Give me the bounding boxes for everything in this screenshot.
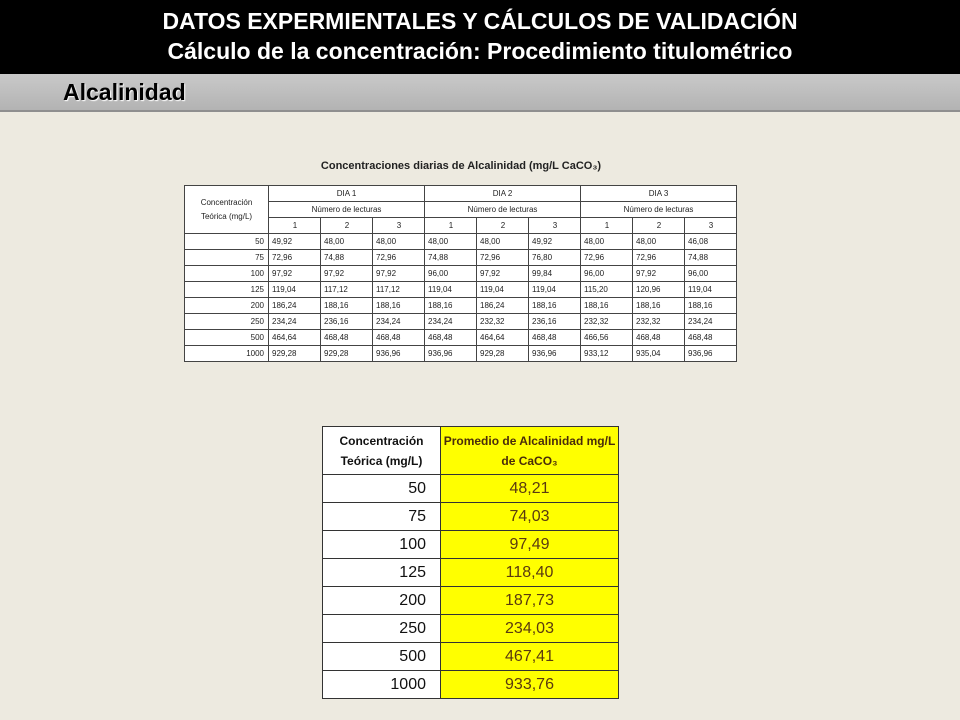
reading-value: 936,96 [425, 346, 477, 362]
reading-value: 74,88 [321, 250, 373, 266]
table-row [185, 266, 737, 282]
reading-value: 468,48 [633, 330, 685, 346]
section-bar [0, 74, 960, 112]
reading-value: 117,12 [321, 282, 373, 298]
reading-value: 96,00 [425, 266, 477, 282]
reading-value: 76,80 [529, 250, 581, 266]
daily-table-title: Concentraciones diarias de Alcalinidad (mg/L CaCO₃) [320, 160, 602, 172]
avg-row-value: 48,21 [441, 475, 619, 503]
reading-value: 119,04 [529, 282, 581, 298]
average-alkalinity-table [322, 426, 619, 699]
reading-value: 120,96 [633, 282, 685, 298]
reading-number: 2 [633, 218, 685, 234]
reading-value: 468,48 [373, 330, 425, 346]
day-header: DIA 1 [269, 186, 425, 202]
reading-value: 188,16 [581, 298, 633, 314]
reading-value: 97,92 [633, 266, 685, 282]
reading-value: 236,16 [529, 314, 581, 330]
avg-row-concentration: 500 [323, 643, 441, 671]
table-row [323, 531, 619, 559]
row-concentration: 50 [185, 234, 269, 250]
reading-value: 72,96 [581, 250, 633, 266]
table-row [323, 559, 619, 587]
reading-value: 929,28 [269, 346, 321, 362]
table-row [185, 282, 737, 298]
reading-value: 48,00 [373, 234, 425, 250]
reading-value: 48,00 [425, 234, 477, 250]
slide-title: DATOS EXPERMIENTALES Y CÁLCULOS DE VALIDACIÓN [162, 8, 798, 34]
reading-value: 97,92 [269, 266, 321, 282]
reading-value: 464,64 [477, 330, 529, 346]
reading-value: 464,64 [269, 330, 321, 346]
reading-number: 1 [425, 218, 477, 234]
avg-row-concentration: 50 [323, 475, 441, 503]
row-concentration: 500 [185, 330, 269, 346]
reading-value: 72,96 [269, 250, 321, 266]
table-row [323, 615, 619, 643]
day-header: DIA 3 [581, 186, 737, 202]
table-row [323, 503, 619, 531]
avg-row-value: 933,76 [441, 671, 619, 699]
reading-value: 929,28 [321, 346, 373, 362]
reading-value: 119,04 [269, 282, 321, 298]
reading-value: 74,88 [685, 250, 737, 266]
conc-header: Concentración Teórica (mg/L) [185, 186, 269, 234]
avg-table-avg-header: Promedio de Alcalinidad mg/L de CaCO₃ [441, 427, 619, 475]
reading-value: 72,96 [373, 250, 425, 266]
reading-value: 188,16 [425, 298, 477, 314]
reading-value: 232,32 [581, 314, 633, 330]
reading-value: 96,00 [581, 266, 633, 282]
slide-header [0, 0, 960, 74]
avg-row-concentration: 100 [323, 531, 441, 559]
reading-value: 99,84 [529, 266, 581, 282]
reading-value: 48,00 [633, 234, 685, 250]
row-concentration: 200 [185, 298, 269, 314]
row-concentration: 125 [185, 282, 269, 298]
reading-number: 1 [581, 218, 633, 234]
reading-number: 2 [321, 218, 373, 234]
reading-value: 935,04 [633, 346, 685, 362]
avg-row-value: 234,03 [441, 615, 619, 643]
daily-concentrations-table [184, 185, 737, 362]
avg-row-value: 467,41 [441, 643, 619, 671]
readings-header: Número de lecturas [425, 202, 581, 218]
reading-value: 936,96 [685, 346, 737, 362]
reading-number: 3 [373, 218, 425, 234]
reading-value: 468,48 [321, 330, 373, 346]
reading-value: 48,00 [477, 234, 529, 250]
reading-value: 115,20 [581, 282, 633, 298]
reading-value: 468,48 [529, 330, 581, 346]
reading-value: 186,24 [269, 298, 321, 314]
reading-value: 119,04 [425, 282, 477, 298]
avg-row-value: 74,03 [441, 503, 619, 531]
readings-header: Número de lecturas [269, 202, 425, 218]
reading-value: 119,04 [477, 282, 529, 298]
reading-value: 929,28 [477, 346, 529, 362]
slide-subtitle: Cálculo de la concentración: Procedimiento titulométrico [167, 38, 793, 64]
row-concentration: 1000 [185, 346, 269, 362]
row-concentration: 75 [185, 250, 269, 266]
table-row [323, 475, 619, 503]
table-row [323, 671, 619, 699]
avg-row-concentration: 200 [323, 587, 441, 615]
reading-value: 188,16 [529, 298, 581, 314]
reading-value: 234,24 [373, 314, 425, 330]
reading-number: 3 [685, 218, 737, 234]
reading-value: 186,24 [477, 298, 529, 314]
table-row [185, 346, 737, 362]
reading-value: 232,32 [477, 314, 529, 330]
avg-row-concentration: 125 [323, 559, 441, 587]
reading-value: 933,12 [581, 346, 633, 362]
avg-row-concentration: 75 [323, 503, 441, 531]
table-row [185, 234, 737, 250]
reading-value: 97,92 [321, 266, 373, 282]
reading-value: 96,00 [685, 266, 737, 282]
day-header: DIA 2 [425, 186, 581, 202]
reading-value: 188,16 [633, 298, 685, 314]
reading-value: 234,24 [269, 314, 321, 330]
table-row [185, 250, 737, 266]
avg-row-concentration: 1000 [323, 671, 441, 699]
reading-value: 49,92 [269, 234, 321, 250]
reading-value: 188,16 [373, 298, 425, 314]
reading-value: 72,96 [477, 250, 529, 266]
reading-value: 188,16 [321, 298, 373, 314]
reading-value: 119,04 [685, 282, 737, 298]
reading-value: 46,08 [685, 234, 737, 250]
row-concentration: 250 [185, 314, 269, 330]
reading-value: 234,24 [425, 314, 477, 330]
avg-row-value: 118,40 [441, 559, 619, 587]
reading-value: 48,00 [581, 234, 633, 250]
section-label: Alcalinidad [63, 79, 186, 105]
reading-value: 48,00 [321, 234, 373, 250]
row-concentration: 100 [185, 266, 269, 282]
avg-table-conc-header: Concentración Teórica (mg/L) [323, 427, 441, 475]
avg-row-value: 187,73 [441, 587, 619, 615]
reading-number: 2 [477, 218, 529, 234]
reading-value: 468,48 [425, 330, 477, 346]
reading-value: 936,96 [529, 346, 581, 362]
reading-value: 188,16 [685, 298, 737, 314]
reading-value: 466,56 [581, 330, 633, 346]
reading-value: 72,96 [633, 250, 685, 266]
reading-value: 97,92 [477, 266, 529, 282]
table-row [323, 643, 619, 671]
reading-value: 236,16 [321, 314, 373, 330]
reading-value: 97,92 [373, 266, 425, 282]
reading-value: 232,32 [633, 314, 685, 330]
reading-value: 936,96 [373, 346, 425, 362]
reading-value: 468,48 [685, 330, 737, 346]
reading-number: 3 [529, 218, 581, 234]
table-row [185, 330, 737, 346]
reading-value: 117,12 [373, 282, 425, 298]
avg-row-value: 97,49 [441, 531, 619, 559]
table-row [185, 314, 737, 330]
avg-row-concentration: 250 [323, 615, 441, 643]
reading-value: 74,88 [425, 250, 477, 266]
table-row [185, 298, 737, 314]
reading-number: 1 [269, 218, 321, 234]
readings-header: Número de lecturas [581, 202, 737, 218]
reading-value: 49,92 [529, 234, 581, 250]
table-row [323, 587, 619, 615]
reading-value: 234,24 [685, 314, 737, 330]
